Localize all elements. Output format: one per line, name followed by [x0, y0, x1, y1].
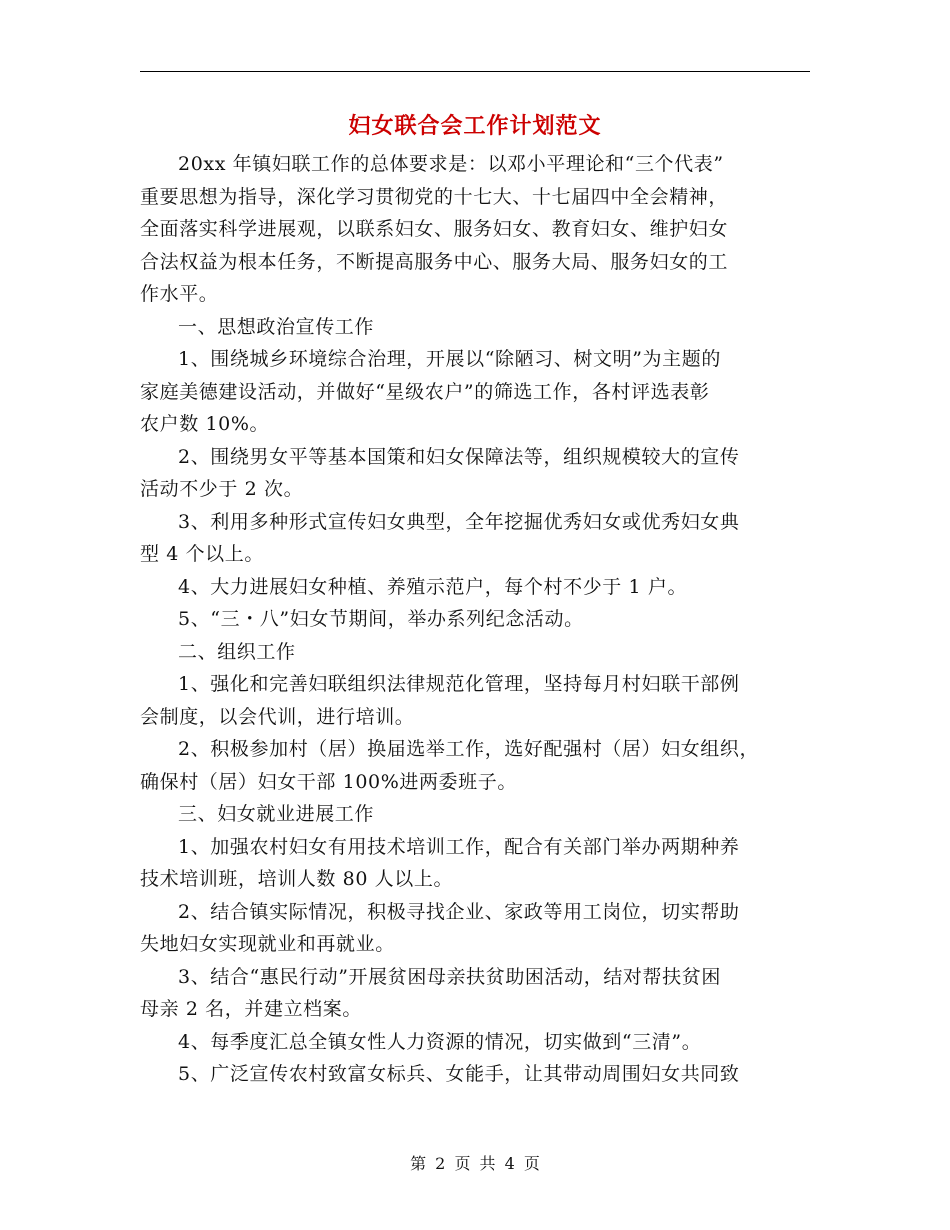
text-line: 4、大力进展妇女种植、养殖示范户，每个村不少于 1 户。 — [178, 575, 688, 598]
text-line: 全面落实科学进展观，以联系妇女、服务妇女、教育妇女、维护妇女 — [140, 218, 729, 240]
text-line: 三、妇女就业进展工作 — [178, 803, 375, 825]
text-line: 1、强化和完善妇联组织法律规范化管理，坚持每月村妇联干部例 — [178, 673, 740, 695]
document-body — [140, 148, 815, 1091]
text-line: 农户数 10%。 — [140, 413, 270, 435]
text-line: 3、利用多种形式宣传妇女典型，全年挖掘优秀妇女或优秀妇女典 — [178, 510, 740, 533]
text-line: 母亲 2 名，并建立档案。 — [140, 998, 362, 1020]
text-line: 3、结合“惠民行动”开展贫困母亲扶贫助困活动，结对帮扶贫困 — [178, 965, 721, 988]
text-line: 型 4 个以上。 — [140, 543, 264, 565]
text-line: 家庭美德建设活动，并做好“星级农户”的筛选工作，各村评选表彰 — [140, 380, 710, 403]
text-line: 1、加强农村妇女有用技术培训工作，配合有关部门举办两期种养 — [178, 835, 740, 858]
text-line: 2、积极参加村（居）换届选举工作，选好配强村（居）妇女组织， — [178, 738, 760, 760]
text-line: 一、思想政治宣传工作 — [178, 315, 375, 338]
text-line: 20xx 年镇妇联工作的总体要求是：以邓小平理论和“三个代表” — [178, 153, 724, 175]
page-number: 第 2 页 共 4 页 — [410, 1154, 540, 1173]
text-line: 活动不少于 2 次。 — [140, 478, 304, 500]
text-line: 会制度，以会代训，进行培训。 — [140, 705, 415, 728]
document-title: 妇女联合会工作计划范文 — [348, 113, 602, 139]
text-line: 5、“三・八”妇女节期间，举办系列纪念活动。 — [178, 608, 584, 630]
text-line: 2、结合镇实际情况，积极寻找企业、家政等用工岗位，切实帮助 — [178, 900, 740, 923]
text-line: 4、每季度汇总全镇女性人力资源的情况，切实做到“三清”。 — [178, 1030, 702, 1053]
text-line: 5、广泛宣传农村致富女标兵、女能手，让其带动周围妇女共同致 — [178, 1063, 740, 1085]
text-line: 合法权益为根本任务，不断提高服务中心、服务大局、服务妇女的工 — [140, 250, 729, 273]
text-line: 作水平。 — [140, 283, 219, 305]
text-line: 确保村（居）妇女干部 100%进两委班子。 — [140, 770, 517, 793]
text-line: 2、围绕男女平等基本国策和妇女保障法等，组织规模较大的宣传 — [178, 445, 740, 468]
text-line: 重要思想为指导，深化学习贯彻党的十七大、十七届四中全会精神， — [140, 185, 729, 208]
text-line: 1、围绕城乡环境综合治理，开展以“除陋习、树文明”为主题的 — [178, 348, 721, 370]
text-line: 技术培训班，培训人数 80 人以上。 — [140, 868, 454, 890]
text-line: 二、组织工作 — [178, 640, 296, 663]
text-line: 失地妇女实现就业和再就业。 — [140, 933, 395, 955]
header-rule — [140, 71, 810, 72]
